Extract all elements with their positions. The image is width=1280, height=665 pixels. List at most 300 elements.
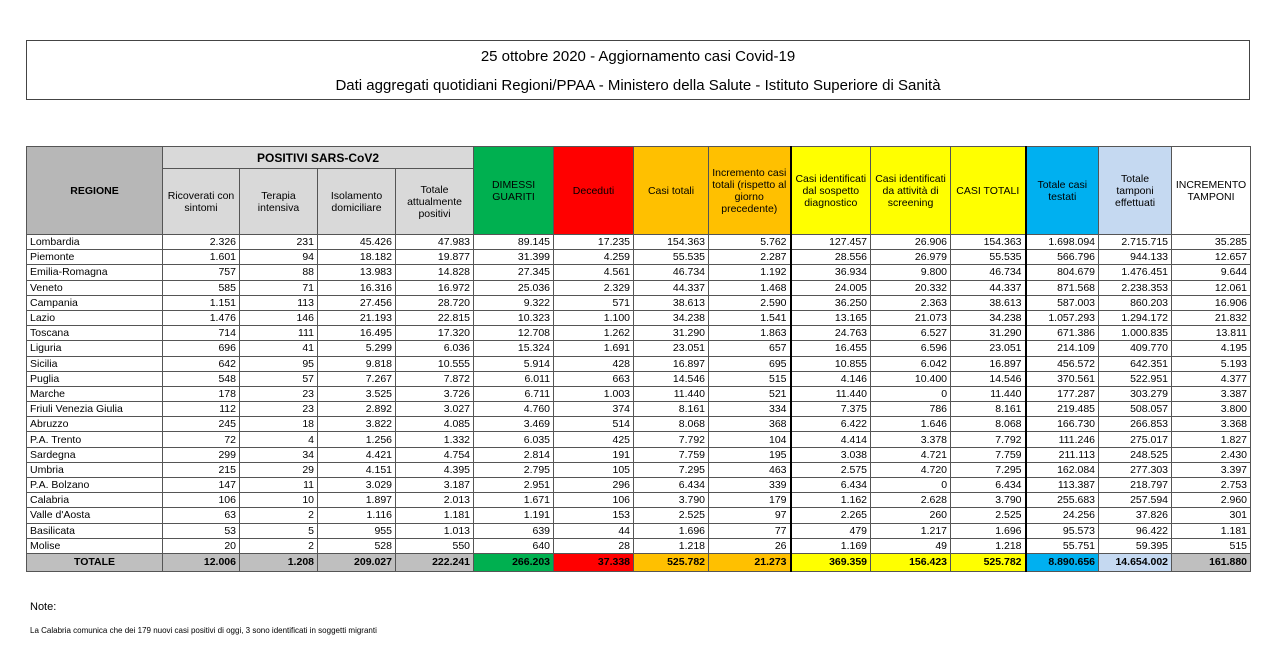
cell-tamponi: 944.133 (1099, 250, 1172, 265)
cell-casi-totali-caps: 8.068 (951, 417, 1026, 432)
cell-totale-positivi: 28.720 (396, 295, 474, 310)
cell-isolamento: 13.983 (318, 265, 396, 280)
cell-casi-totali-caps: 38.613 (951, 295, 1026, 310)
cell-dimessi: 640 (474, 538, 554, 553)
total-casi-totali: 525.782 (634, 553, 709, 571)
cell-incremento: 1.541 (709, 310, 791, 325)
cell-tamponi: 642.351 (1099, 356, 1172, 371)
cell-deceduti: 1.100 (554, 310, 634, 325)
cell-dimessi: 27.345 (474, 265, 554, 280)
notes-label: Note: (30, 601, 57, 613)
table-row (27, 326, 1251, 341)
cell-tamponi: 248.525 (1099, 447, 1172, 462)
total-tamponi: 14.654.002 (1099, 553, 1172, 571)
cell-casi-totali-caps: 7.759 (951, 447, 1026, 462)
cell-isolamento: 528 (318, 538, 396, 553)
header-casi-totali-caps: CASI TOTALI (951, 147, 1026, 235)
header-casi-totali: Casi totali (634, 147, 709, 235)
cell-region: Valle d'Aosta (27, 508, 163, 523)
cell-totale-positivi: 6.036 (396, 341, 474, 356)
cell-deceduti: 17.235 (554, 235, 634, 250)
cell-ricoverati: 178 (163, 386, 240, 401)
table-row (27, 462, 1251, 477)
report-subtitle: Dati aggregati quotidiani Regioni/PPAA - Ministero della Salute - Istituto Superiore di Sanità (335, 77, 941, 94)
cell-testati: 219.485 (1026, 402, 1099, 417)
cell-screening: 10.400 (871, 371, 951, 386)
cell-region: Piemonte (27, 250, 163, 265)
cell-sospetto: 13.165 (791, 310, 871, 325)
table-row (27, 508, 1251, 523)
cell-casi-totali-caps: 1.696 (951, 523, 1026, 538)
cell-tamponi: 218.797 (1099, 478, 1172, 493)
cell-dimessi: 5.914 (474, 356, 554, 371)
cell-incremento-tamponi: 1.181 (1172, 523, 1251, 538)
cell-totale-positivi: 10.555 (396, 356, 474, 371)
header-regione: REGIONE (27, 147, 163, 235)
cell-ricoverati: 20 (163, 538, 240, 553)
cell-screening: 3.378 (871, 432, 951, 447)
cell-sospetto: 2.575 (791, 462, 871, 477)
cell-tamponi: 59.395 (1099, 538, 1172, 553)
cell-incremento: 2.287 (709, 250, 791, 265)
cell-deceduti: 153 (554, 508, 634, 523)
cell-tamponi: 508.057 (1099, 402, 1172, 417)
cell-tamponi: 303.279 (1099, 386, 1172, 401)
cell-casi-totali: 1.218 (634, 538, 709, 553)
cell-testati: 113.387 (1026, 478, 1099, 493)
cell-testati: 671.386 (1026, 326, 1099, 341)
cell-deceduti: 663 (554, 371, 634, 386)
cell-region: Molise (27, 538, 163, 553)
cell-testati: 111.246 (1026, 432, 1099, 447)
header-dimessi: DIMESSI GUARITI (474, 147, 554, 235)
cell-isolamento: 16.495 (318, 326, 396, 341)
cell-casi-totali-caps: 2.525 (951, 508, 1026, 523)
cell-dimessi: 2.951 (474, 478, 554, 493)
cell-sospetto: 24.005 (791, 280, 871, 295)
cell-region: Abruzzo (27, 417, 163, 432)
cell-casi-totali-caps: 11.440 (951, 386, 1026, 401)
cell-incremento-tamponi: 35.285 (1172, 235, 1251, 250)
cell-testati: 211.113 (1026, 447, 1099, 462)
cell-casi-totali: 34.238 (634, 310, 709, 325)
cell-region: Puglia (27, 371, 163, 386)
cell-testati: 95.573 (1026, 523, 1099, 538)
cell-casi-totali-caps: 46.734 (951, 265, 1026, 280)
cell-region: Liguria (27, 341, 163, 356)
cell-isolamento: 16.316 (318, 280, 396, 295)
table-row (27, 341, 1251, 356)
cell-totale-positivi: 4.754 (396, 447, 474, 462)
cell-region: Marche (27, 386, 163, 401)
cell-casi-totali: 7.792 (634, 432, 709, 447)
cell-region: P.A. Trento (27, 432, 163, 447)
cell-incremento-tamponi: 4.195 (1172, 341, 1251, 356)
cell-terapia: 29 (240, 462, 318, 477)
cell-ricoverati: 1.476 (163, 310, 240, 325)
cell-terapia: 88 (240, 265, 318, 280)
cell-ricoverati: 757 (163, 265, 240, 280)
cell-incremento: 104 (709, 432, 791, 447)
cell-sospetto: 16.455 (791, 341, 871, 356)
cell-deceduti: 1.262 (554, 326, 634, 341)
cell-incremento: 77 (709, 523, 791, 538)
cell-terapia: 95 (240, 356, 318, 371)
cell-incremento-tamponi: 3.800 (1172, 402, 1251, 417)
cell-region: Sicilia (27, 356, 163, 371)
cell-sospetto: 7.375 (791, 402, 871, 417)
cell-incremento: 657 (709, 341, 791, 356)
cell-isolamento: 4.421 (318, 447, 396, 462)
cell-tamponi: 275.017 (1099, 432, 1172, 447)
total-terapia: 1.208 (240, 553, 318, 571)
cell-dimessi: 1.671 (474, 493, 554, 508)
cell-region: Veneto (27, 280, 163, 295)
cell-ricoverati: 245 (163, 417, 240, 432)
cell-terapia: 5 (240, 523, 318, 538)
table-row (27, 356, 1251, 371)
cell-totale-positivi: 17.320 (396, 326, 474, 341)
cell-isolamento: 18.182 (318, 250, 396, 265)
cell-casi-totali: 16.897 (634, 356, 709, 371)
cell-screening: 20.332 (871, 280, 951, 295)
cell-terapia: 2 (240, 508, 318, 523)
cell-screening: 1.217 (871, 523, 951, 538)
cell-incremento-tamponi: 1.827 (1172, 432, 1251, 447)
cell-terapia: 71 (240, 280, 318, 295)
cell-incremento: 26 (709, 538, 791, 553)
cell-terapia: 111 (240, 326, 318, 341)
cell-isolamento: 3.525 (318, 386, 396, 401)
cell-incremento-tamponi: 2.753 (1172, 478, 1251, 493)
cell-ricoverati: 2.326 (163, 235, 240, 250)
cell-incremento-tamponi: 3.368 (1172, 417, 1251, 432)
cell-casi-totali-caps: 31.290 (951, 326, 1026, 341)
cell-ricoverati: 696 (163, 341, 240, 356)
total-incremento: 21.273 (709, 553, 791, 571)
cell-sospetto: 11.440 (791, 386, 871, 401)
cell-sospetto: 479 (791, 523, 871, 538)
cell-ricoverati: 548 (163, 371, 240, 386)
cell-deceduti: 296 (554, 478, 634, 493)
cell-deceduti: 428 (554, 356, 634, 371)
cell-totale-positivi: 3.726 (396, 386, 474, 401)
cell-terapia: 10 (240, 493, 318, 508)
cell-deceduti: 1.003 (554, 386, 634, 401)
cell-isolamento: 2.892 (318, 402, 396, 417)
cell-totale-positivi: 1.181 (396, 508, 474, 523)
total-sospetto: 369.359 (791, 553, 871, 571)
cell-incremento-tamponi: 2.430 (1172, 447, 1251, 462)
cell-incremento-tamponi: 3.387 (1172, 386, 1251, 401)
cell-testati: 177.287 (1026, 386, 1099, 401)
cell-isolamento: 3.822 (318, 417, 396, 432)
cell-casi-totali: 11.440 (634, 386, 709, 401)
cell-casi-totali-caps: 154.363 (951, 235, 1026, 250)
cell-sospetto: 4.414 (791, 432, 871, 447)
cell-region: Basilicata (27, 523, 163, 538)
table-row (27, 310, 1251, 325)
cell-incremento: 339 (709, 478, 791, 493)
cell-ricoverati: 585 (163, 280, 240, 295)
cell-ricoverati: 106 (163, 493, 240, 508)
cell-totale-positivi: 3.027 (396, 402, 474, 417)
table-row (27, 386, 1251, 401)
cell-totale-positivi: 19.877 (396, 250, 474, 265)
notes-text: La Calabria comunica che dei 179 nuovi casi positivi di oggi, 3 sono identificati in soggetti migranti (30, 626, 377, 635)
table-row (27, 250, 1251, 265)
cell-terapia: 57 (240, 371, 318, 386)
cell-incremento: 521 (709, 386, 791, 401)
cell-screening: 260 (871, 508, 951, 523)
cell-ricoverati: 147 (163, 478, 240, 493)
cell-casi-totali-caps: 8.161 (951, 402, 1026, 417)
cell-incremento: 97 (709, 508, 791, 523)
cell-testati: 214.109 (1026, 341, 1099, 356)
cell-testati: 871.568 (1026, 280, 1099, 295)
cell-totale-positivi: 3.187 (396, 478, 474, 493)
cell-terapia: 94 (240, 250, 318, 265)
cell-tamponi: 860.203 (1099, 295, 1172, 310)
cell-region: Emilia-Romagna (27, 265, 163, 280)
cell-screening: 9.800 (871, 265, 951, 280)
cell-dimessi: 12.708 (474, 326, 554, 341)
cell-ricoverati: 72 (163, 432, 240, 447)
cell-totale-positivi: 1.332 (396, 432, 474, 447)
cell-sospetto: 6.422 (791, 417, 871, 432)
cell-totale-positivi: 22.815 (396, 310, 474, 325)
cell-totale-positivi: 16.972 (396, 280, 474, 295)
cell-region: Friuli Venezia Giulia (27, 402, 163, 417)
cell-tamponi: 1.476.451 (1099, 265, 1172, 280)
table-row (27, 402, 1251, 417)
cell-testati: 1.057.293 (1026, 310, 1099, 325)
cell-totale-positivi: 14.828 (396, 265, 474, 280)
cell-terapia: 23 (240, 402, 318, 417)
cell-testati: 166.730 (1026, 417, 1099, 432)
cell-incremento: 1.863 (709, 326, 791, 341)
cell-isolamento: 9.818 (318, 356, 396, 371)
total-incremento-tamponi: 161.880 (1172, 553, 1251, 571)
cell-incremento: 695 (709, 356, 791, 371)
report-title: 25 ottobre 2020 - Aggiornamento casi Covid-19 (480, 48, 796, 65)
cell-screening: 2.363 (871, 295, 951, 310)
cell-sospetto: 24.763 (791, 326, 871, 341)
cell-deceduti: 44 (554, 523, 634, 538)
cell-screening: 6.042 (871, 356, 951, 371)
cell-isolamento: 27.456 (318, 295, 396, 310)
cell-deceduti: 105 (554, 462, 634, 477)
cell-dimessi: 1.191 (474, 508, 554, 523)
cell-dimessi: 3.469 (474, 417, 554, 432)
total-screening: 156.423 (871, 553, 951, 571)
cell-deceduti: 4.561 (554, 265, 634, 280)
cell-incremento-tamponi: 21.832 (1172, 310, 1251, 325)
cell-testati: 255.683 (1026, 493, 1099, 508)
cell-terapia: 2 (240, 538, 318, 553)
cell-isolamento: 7.267 (318, 371, 396, 386)
cell-dimessi: 31.399 (474, 250, 554, 265)
cell-dimessi: 6.711 (474, 386, 554, 401)
cell-tamponi: 2.238.353 (1099, 280, 1172, 295)
table-row (27, 523, 1251, 538)
cell-incremento: 334 (709, 402, 791, 417)
cell-screening: 49 (871, 538, 951, 553)
cell-screening: 26.906 (871, 235, 951, 250)
covid-data-table (26, 146, 1251, 572)
cell-casi-totali-caps: 44.337 (951, 280, 1026, 295)
cell-casi-totali-caps: 55.535 (951, 250, 1026, 265)
cell-casi-totali: 23.051 (634, 341, 709, 356)
cell-sospetto: 127.457 (791, 235, 871, 250)
cell-dimessi: 6.011 (474, 371, 554, 386)
cell-region: Sardegna (27, 447, 163, 462)
header-ricoverati: Ricoverati con sintomi (163, 169, 240, 235)
cell-deceduti: 2.329 (554, 280, 634, 295)
cell-screening: 786 (871, 402, 951, 417)
cell-ricoverati: 53 (163, 523, 240, 538)
cell-screening: 4.721 (871, 447, 951, 462)
cell-tamponi: 1.000.835 (1099, 326, 1172, 341)
cell-terapia: 11 (240, 478, 318, 493)
cell-ricoverati: 642 (163, 356, 240, 371)
cell-ricoverati: 299 (163, 447, 240, 462)
table-row (27, 478, 1251, 493)
cell-region: P.A. Bolzano (27, 478, 163, 493)
cell-screening: 6.596 (871, 341, 951, 356)
table-row (27, 432, 1251, 447)
cell-tamponi: 1.294.172 (1099, 310, 1172, 325)
cell-incremento-tamponi: 13.811 (1172, 326, 1251, 341)
cell-screening: 0 (871, 386, 951, 401)
total-testati: 8.890.656 (1026, 553, 1099, 571)
cell-tamponi: 277.303 (1099, 462, 1172, 477)
cell-tamponi: 257.594 (1099, 493, 1172, 508)
cell-region: Campania (27, 295, 163, 310)
cell-ricoverati: 112 (163, 402, 240, 417)
cell-incremento: 1.192 (709, 265, 791, 280)
cell-screening: 26.979 (871, 250, 951, 265)
cell-casi-totali-caps: 6.434 (951, 478, 1026, 493)
cell-incremento: 368 (709, 417, 791, 432)
cell-testati: 804.679 (1026, 265, 1099, 280)
cell-incremento: 5.762 (709, 235, 791, 250)
cell-incremento-tamponi: 16.906 (1172, 295, 1251, 310)
cell-terapia: 113 (240, 295, 318, 310)
table-row (27, 295, 1251, 310)
cell-tamponi: 522.951 (1099, 371, 1172, 386)
cell-dimessi: 25.036 (474, 280, 554, 295)
cell-totale-positivi: 2.013 (396, 493, 474, 508)
cell-region: Umbria (27, 462, 163, 477)
cell-ricoverati: 215 (163, 462, 240, 477)
cell-ricoverati: 63 (163, 508, 240, 523)
cell-terapia: 146 (240, 310, 318, 325)
header-screening: Casi identificati da attività di screening (871, 147, 951, 235)
cell-testati: 24.256 (1026, 508, 1099, 523)
cell-dimessi: 9.322 (474, 295, 554, 310)
cell-incremento: 463 (709, 462, 791, 477)
cell-region: Calabria (27, 493, 163, 508)
cell-region: Lazio (27, 310, 163, 325)
cell-sospetto: 2.265 (791, 508, 871, 523)
total-deceduti: 37.338 (554, 553, 634, 571)
header-incremento-tamponi: INCREMENTO TAMPONI (1172, 147, 1251, 235)
cell-sospetto: 1.169 (791, 538, 871, 553)
cell-totale-positivi: 4.395 (396, 462, 474, 477)
cell-sospetto: 3.038 (791, 447, 871, 462)
cell-incremento-tamponi: 3.397 (1172, 462, 1251, 477)
cell-isolamento: 21.193 (318, 310, 396, 325)
total-ricoverati: 12.006 (163, 553, 240, 571)
table-body (27, 235, 1251, 572)
cell-screening: 0 (871, 478, 951, 493)
total-casi-totali-caps: 525.782 (951, 553, 1026, 571)
cell-tamponi: 409.770 (1099, 341, 1172, 356)
cell-terapia: 18 (240, 417, 318, 432)
cell-casi-totali-caps: 14.546 (951, 371, 1026, 386)
cell-sospetto: 36.250 (791, 295, 871, 310)
cell-incremento-tamponi: 4.377 (1172, 371, 1251, 386)
cell-casi-totali-caps: 7.295 (951, 462, 1026, 477)
cell-dimessi: 6.035 (474, 432, 554, 447)
cell-casi-totali: 55.535 (634, 250, 709, 265)
header-terapia: Terapia intensiva (240, 169, 318, 235)
cell-ricoverati: 714 (163, 326, 240, 341)
cell-incremento-tamponi: 301 (1172, 508, 1251, 523)
cell-casi-totali-caps: 3.790 (951, 493, 1026, 508)
cell-dimessi: 2.795 (474, 462, 554, 477)
cell-casi-totali: 3.790 (634, 493, 709, 508)
cell-sospetto: 1.162 (791, 493, 871, 508)
cell-tamponi: 266.853 (1099, 417, 1172, 432)
cell-totale-positivi: 1.013 (396, 523, 474, 538)
cell-dimessi: 10.323 (474, 310, 554, 325)
cell-casi-totali: 38.613 (634, 295, 709, 310)
cell-casi-totali: 154.363 (634, 235, 709, 250)
cell-isolamento: 1.116 (318, 508, 396, 523)
header-testati: Totale casi testati (1026, 147, 1099, 235)
cell-casi-totali: 8.068 (634, 417, 709, 432)
header-positivi-group: POSITIVI SARS-CoV2 (163, 147, 474, 169)
cell-incremento-tamponi: 12.061 (1172, 280, 1251, 295)
cell-casi-totali: 46.734 (634, 265, 709, 280)
cell-tamponi: 96.422 (1099, 523, 1172, 538)
cell-casi-totali: 8.161 (634, 402, 709, 417)
cell-casi-totali-caps: 34.238 (951, 310, 1026, 325)
cell-dimessi: 639 (474, 523, 554, 538)
cell-casi-totali: 14.546 (634, 371, 709, 386)
cell-isolamento: 1.897 (318, 493, 396, 508)
cell-deceduti: 571 (554, 295, 634, 310)
cell-sospetto: 4.146 (791, 371, 871, 386)
table-row (27, 417, 1251, 432)
cell-casi-totali: 1.696 (634, 523, 709, 538)
cell-testati: 587.003 (1026, 295, 1099, 310)
cell-ricoverati: 1.151 (163, 295, 240, 310)
total-region: TOTALE (27, 553, 163, 571)
cell-deceduti: 28 (554, 538, 634, 553)
cell-dimessi: 15.324 (474, 341, 554, 356)
cell-casi-totali: 31.290 (634, 326, 709, 341)
cell-testati: 456.572 (1026, 356, 1099, 371)
cell-casi-totali-caps: 7.792 (951, 432, 1026, 447)
header-incremento: Incremento casi totali (rispetto al giorno precedente) (709, 147, 791, 235)
cell-incremento-tamponi: 5.193 (1172, 356, 1251, 371)
header-totale-positivi: Totale attualmente positivi (396, 169, 474, 235)
cell-deceduti: 1.691 (554, 341, 634, 356)
table-row (27, 280, 1251, 295)
